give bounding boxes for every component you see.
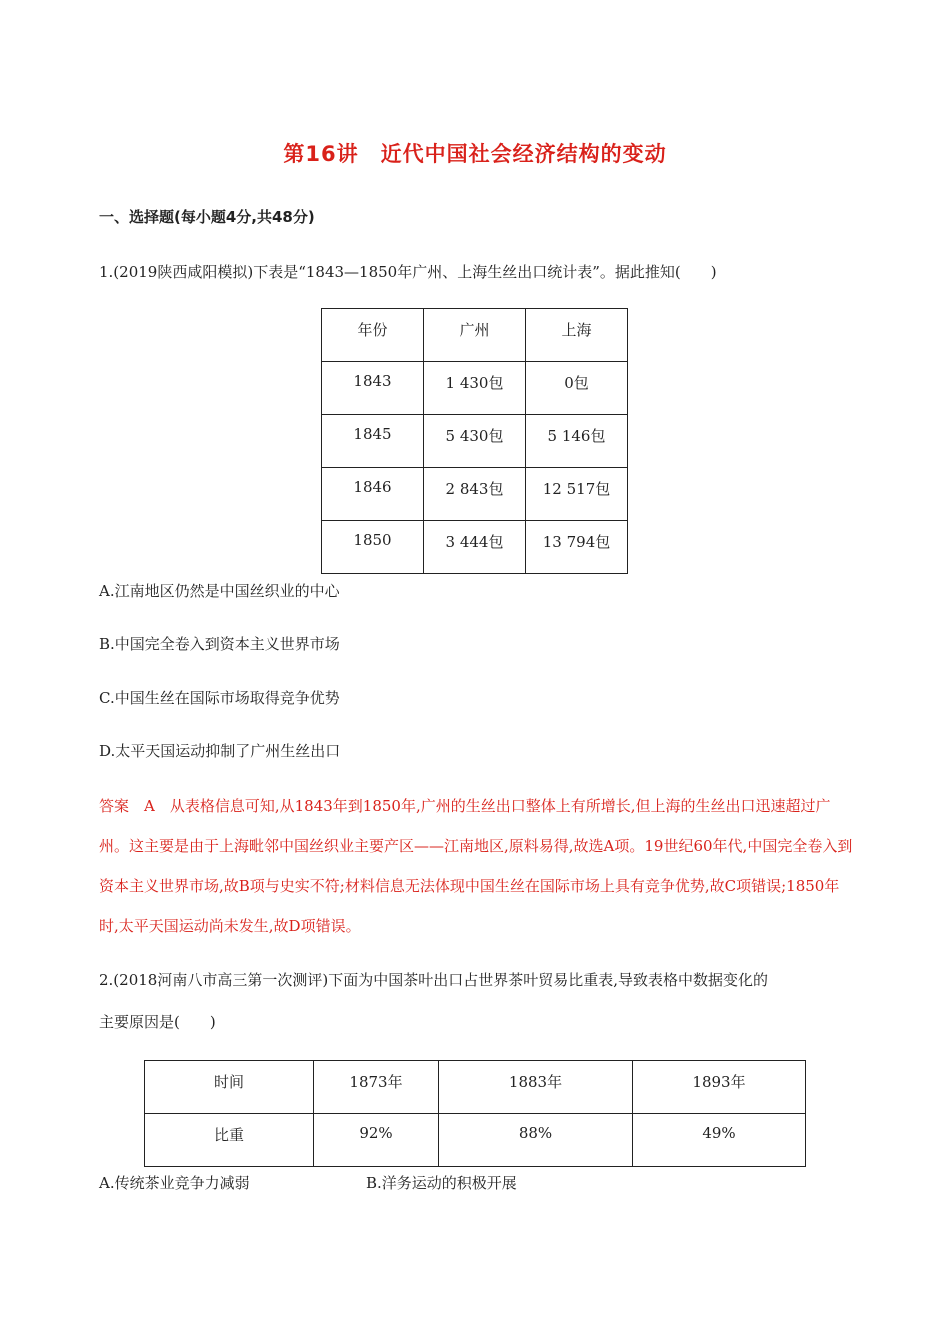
table-row xyxy=(322,521,628,574)
option-d: D.太平天国运动抑制了广州生丝出口 xyxy=(99,742,341,760)
table-header-row xyxy=(145,1061,806,1114)
table-cell: 12 517包 xyxy=(526,468,628,521)
table-row xyxy=(322,362,628,415)
table-cell: 1850 xyxy=(322,521,424,574)
table-cell: 5 430包 xyxy=(424,415,526,468)
table-cell: 1843 xyxy=(322,362,424,415)
table-cell: 1846 xyxy=(322,468,424,521)
option-b: B.中国完全卷入到资本主义世界市场 xyxy=(99,635,340,653)
answer-explanation: 答案 A 从表格信息可知,从1843年到1850年,广州的生丝出口整体上有所增长,但上海的生丝出口迅速超过广州。这主要是由于上海毗邻中国丝织业主要产区——江南地区,原料易得,故选A项。19世纪60年代,中国完全卷入到资本主义世界市场,故B项与史实不符;材料信息无法体现中国生丝在国际市场上具有竞争优势,故C项错误;1850年时,太平天国运动尚未发生,故D项错误。 xyxy=(99,797,853,935)
question-1-stem: 1.(2019陕西咸阳模拟)下表是“1843—1850年广州、上海生丝出口统计表”。据此推知( ) xyxy=(99,263,717,281)
table-cell: 比重 xyxy=(145,1114,314,1167)
table-header-cell: 1883年 xyxy=(439,1061,633,1114)
table-header-cell: 广州 xyxy=(424,309,526,362)
table-row xyxy=(322,415,628,468)
table-cell: 1 430包 xyxy=(424,362,526,415)
q2-option-b: B.洋务运动的积极开展 xyxy=(366,1174,517,1192)
table-row xyxy=(145,1114,806,1167)
table-header-cell: 1873年 xyxy=(314,1061,439,1114)
table-header-cell: 上海 xyxy=(526,309,628,362)
table-cell: 2 843包 xyxy=(424,468,526,521)
table-cell: 92% xyxy=(314,1114,439,1167)
table-cell: 13 794包 xyxy=(526,521,628,574)
section-heading: 一、选择题(每小题4分,共48分) xyxy=(99,208,315,226)
table-header-cell: 时间 xyxy=(145,1061,314,1114)
table-cell: 1845 xyxy=(322,415,424,468)
table-cell: 3 444包 xyxy=(424,521,526,574)
question-2-stem-line-1: 2.(2018河南八市高三第一次测评)下面为中国茶叶出口占世界茶叶贸易比重表,导致表格中数据变化的 xyxy=(99,971,768,989)
option-a: A.江南地区仍然是中国丝织业的中心 xyxy=(99,582,340,600)
table-row xyxy=(322,468,628,521)
table-header-cell: 年份 xyxy=(322,309,424,362)
tea-export-table xyxy=(144,1060,806,1167)
table-cell: 49% xyxy=(633,1114,806,1167)
question-2-stem-line-2: 主要原因是( ) xyxy=(99,1013,216,1031)
page-title: 第16讲 近代中国社会经济结构的变动 xyxy=(283,142,667,166)
silk-export-table xyxy=(321,308,628,574)
q2-option-a: A.传统茶业竞争力减弱 xyxy=(99,1174,250,1192)
table-cell: 5 146包 xyxy=(526,415,628,468)
table-header-row xyxy=(322,309,628,362)
table-header-cell: 1893年 xyxy=(633,1061,806,1114)
table-cell: 0包 xyxy=(526,362,628,415)
table-cell: 88% xyxy=(439,1114,633,1167)
option-c: C.中国生丝在国际市场取得竞争优势 xyxy=(99,689,340,707)
